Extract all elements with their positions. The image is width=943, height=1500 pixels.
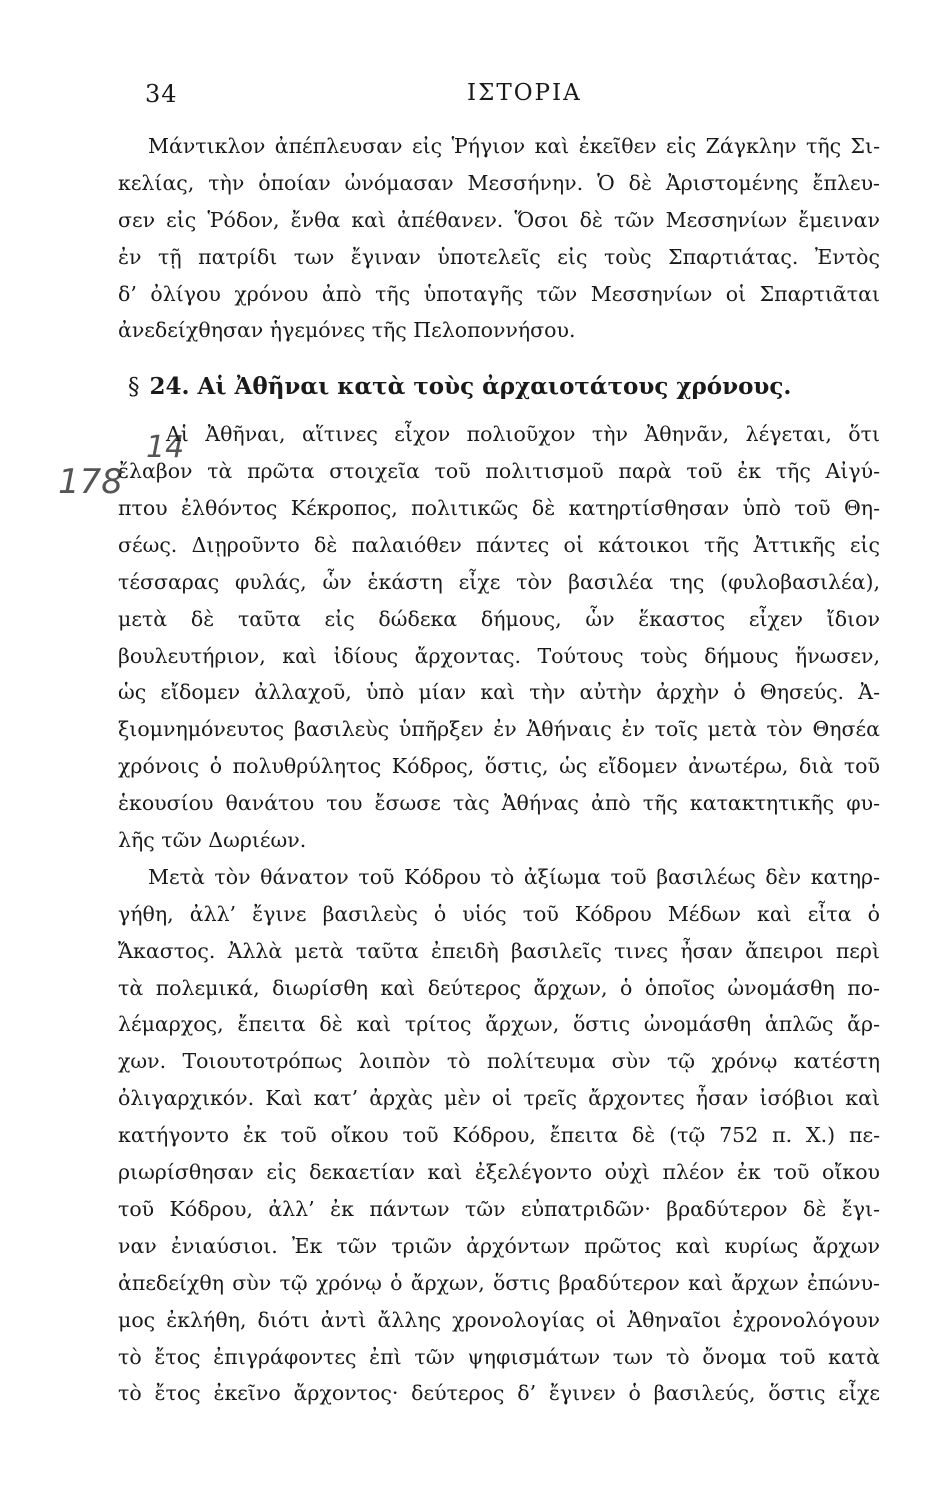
page-header xyxy=(145,80,880,120)
text-line: ὡς εἴδομεν ἀλλαχοῦ, ὑπὸ μίαν καὶ τὴν αὐτὴν ἀρχὴν ὁ Θησεύς. Ἀ- xyxy=(118,680,880,705)
text-line: ἔλαβον τὰ πρῶτα στοιχεῖα τοῦ πολιτισμοῦ παρὰ τοῦ ἐκ τῆς Αἰγύ- xyxy=(118,459,880,484)
text-line: δ’ ὀλίγου χρόνου ἀπὸ τῆς ὑποταγῆς τῶν Μεσσηνίων οἱ Σπαρτιᾶται xyxy=(118,281,880,306)
text-line: χων. Τοιουτοτρόπως λοιπὸν τὸ πολίτευμα σὺν τῷ χρόνῳ κατέστη xyxy=(118,1049,880,1074)
section-heading-text: 24. Αἱ Ἀθῆναι κατὰ τοὺς ἀρχαιοτάτους χρόνους. xyxy=(149,373,792,401)
text-line: τέσσαρας φυλάς, ὧν ἑκάστη εἶχε τὸν βασιλέα της (φυλοβασιλέα), xyxy=(118,569,880,594)
text-line: Μάντικλον ἀπέπλευσαν εἰς Ῥήγιον καὶ ἐκεῖθεν εἰς Ζάγκλην τῆς Σι- xyxy=(148,134,880,158)
text-line: ριωρίσθησαν εἰς δεκαετίαν καὶ ἐξελέγοντο οὐχὶ πλέον ἐκ τοῦ οἴκου xyxy=(118,1160,880,1185)
paragraph xyxy=(118,859,880,1412)
text-line: Ἄκαστος. Ἀλλὰ μετὰ ταῦτα ἐπειδὴ βασιλεῖς τινες ἦσαν ἄπειροι περὶ xyxy=(118,938,880,963)
section-heading xyxy=(118,369,880,406)
paragraph xyxy=(118,416,880,859)
page-number: 34 xyxy=(145,80,178,108)
text-line: Αἱ Ἀθῆναι, αἵτινες εἶχον πολιοῦχον τὴν Ἀθηνᾶν, λέγεται, ὅτι xyxy=(166,422,880,447)
section-sign: § xyxy=(128,374,140,401)
text-line: ἀνεδείχθησαν ἡγεμόνες τῆς Πελοποννήσου. xyxy=(118,318,576,343)
text-line: κελίας, τὴν ὁποίαν ὠνόμασαν Μεσσήνην. Ὁ δὲ Ἀριστομένης ἔπλευ- xyxy=(118,170,880,195)
text-line: μος ἐκλήθη, διότι ἀντὶ ἄλλης χρονολογίας οἱ Ἀθηναῖοι ἐχρονολόγουν xyxy=(118,1307,880,1332)
continuation-paragraph xyxy=(118,128,880,349)
text-line: ναν ἐνιαύσιοι. Ἐκ τῶν τριῶν ἀρχόντων πρῶτος καὶ κυρίως ἄρχων xyxy=(118,1233,880,1258)
running-title: ΙΣΤΟΡΙΑ xyxy=(467,80,582,106)
text-line: λῆς τῶν Δωριέων. xyxy=(118,828,307,853)
handwritten-paragraph-mark: 14 xyxy=(146,430,185,465)
text-line: λέμαρχος, ἔπειτα δὲ καὶ τρίτος ἄρχων, ὅστις ὠνομάσθη ἁπλῶς ἄρ- xyxy=(118,1012,880,1037)
text-line: γήθη, ἀλλ’ ἔγινε βασιλεὺς ὁ υἱός τοῦ Κόδρου Μέδων καὶ εἶτα ὁ xyxy=(118,901,880,926)
text-line: ξιομνημόνευτος βασιλεὺς ὑπῆρξεν ἐν Ἀθήναις ἐν τοῖς μετὰ τὸν Θησέα xyxy=(118,717,880,742)
text-line: τὸ ἔτος ἐκεῖνο ἄρχοντος· δεύτερος δ’ ἔγινεν ὁ βασιλεύς, ὅστις εἶχε xyxy=(118,1381,880,1406)
text-line: Μετὰ τὸν θάνατον τοῦ Κόδρου τὸ ἀξίωμα τοῦ βασιλέως δὲν κατηρ- xyxy=(148,864,880,889)
text-line: μετὰ δὲ ταῦτα εἰς δώδεκα δήμους, ὧν ἕκαστος εἶχεν ἴδιον xyxy=(118,606,880,631)
text-line: ὀλιγαρχικόν. Καὶ κατ’ ἀρχὰς μὲν οἱ τρεῖς ἄρχοντες ἦσαν ἰσόβιοι καὶ xyxy=(118,1086,880,1111)
handwritten-margin-note: 178 xyxy=(58,462,123,502)
body-text xyxy=(118,128,880,1412)
text-line: βουλευτήριον, καὶ ἰδίους ἄρχοντας. Τούτους τοὺς δήμους ἥνωσεν, xyxy=(118,643,880,668)
text-line: σεν εἰς Ῥόδον, ἔνθα καὶ ἀπέθανεν. Ὅσοι δὲ τῶν Μεσσηνίων ἔμειναν xyxy=(118,207,880,232)
text-line: τὰ πολεμικά, διωρίσθη καὶ δεύτερος ἄρχων, ὁ ὁποῖος ὠνομάσθη πο- xyxy=(118,975,880,1000)
text-line: ἑκουσίου θανάτου του ἔσωσε τὰς Ἀθήνας ἀπὸ τῆς κατακτητικῆς φυ- xyxy=(118,791,880,816)
text-line: σέως. Διῃροῦντο δὲ παλαιόθεν πάντες οἱ κάτοικοι τῆς Ἀττικῆς εἰς xyxy=(118,532,880,557)
text-line: ἐν τῇ πατρίδι των ἔγιναν ὑποτελεῖς εἰς τοὺς Σπαρτιάτας. Ἐντὸς xyxy=(118,244,880,269)
text-line: πτου ἐλθόντος Κέκροπος, πολιτικῶς δὲ κατηρτίσθησαν ὑπὸ τοῦ Θη- xyxy=(118,496,880,521)
text-line: ἀπεδείχθη σὺν τῷ χρόνῳ ὁ ἄρχων, ὅστις βραδύτερον καὶ ἄρχων ἐπώνυ- xyxy=(118,1270,880,1295)
text-line: τοῦ Κόδρου, ἀλλ’ ἐκ πάντων τῶν εὐπατριδῶν· βραδύτερον δὲ ἔγι- xyxy=(118,1196,880,1221)
text-line: χρόνοις ὁ πολυθρύλητος Κόδρος, ὅστις, ὡς εἴδομεν ἀνωτέρω, διὰ τοῦ xyxy=(118,754,880,779)
text-line: κατήγοντο ἐκ τοῦ οἴκου τοῦ Κόδρου, ἔπειτα δὲ (τῷ 752 π. Χ.) πε- xyxy=(118,1123,880,1148)
text-line: τὸ ἔτος ἐπιγράφοντες ἐπὶ τῶν ψηφισμάτων των τὸ ὄνομα τοῦ κατὰ xyxy=(118,1344,880,1369)
